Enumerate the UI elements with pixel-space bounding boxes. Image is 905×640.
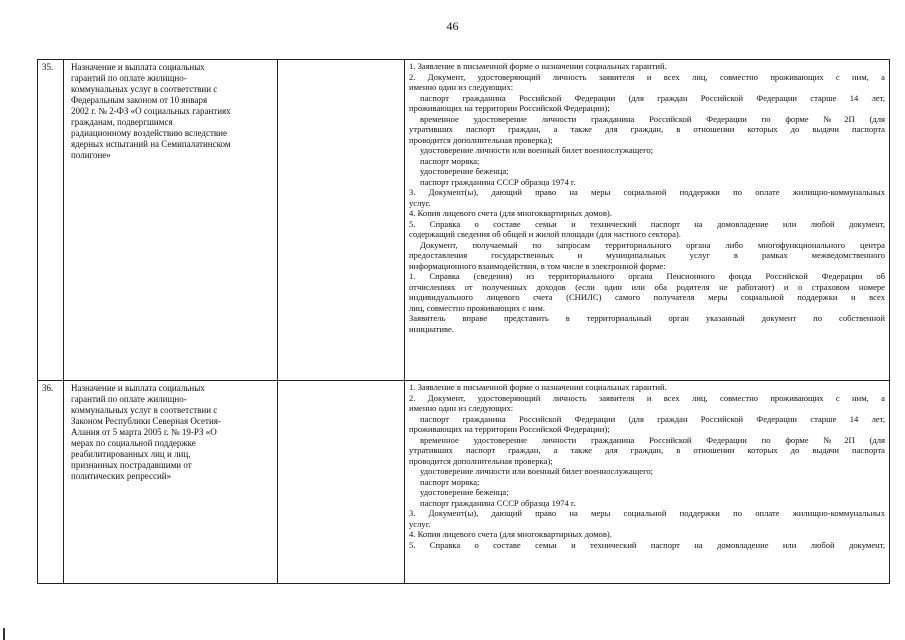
document-line: проживающих на территории Российской Федерации); xyxy=(409,103,610,113)
service-name-line: политических репрессий» xyxy=(71,471,172,481)
service-name-line: реабилитированных лиц и лиц, xyxy=(71,449,191,459)
service-name-line: гарантий по оплате жилищно- xyxy=(71,394,187,404)
document-line: паспорт моряка; xyxy=(420,155,480,166)
blank-cell xyxy=(278,60,405,381)
document-line: 1. Заявление в письменной форме о назначении социальных гарантий. xyxy=(409,382,667,392)
document-line: инициативе. xyxy=(409,323,454,334)
document-line: Документ, получаемый по запросам территориального органа либо многофункционального центра xyxy=(420,239,885,250)
document-line: 3. Документ(ы), дающий право на меры социальной поддержки по оплате жилищно-коммунальных xyxy=(409,187,885,197)
service-name-line: Назначение и выплата социальных xyxy=(71,383,205,393)
document-line: паспорт гражданина Российской Федерации (для граждан Российской Федерации старше 14 лет, xyxy=(420,92,885,103)
row-number: 35. xyxy=(38,60,64,381)
document-line: проживающих на территории Российской Федерации); xyxy=(409,424,610,434)
service-name-line: Алания от 5 марта 2005 г. № 19-РЗ «О xyxy=(71,427,217,437)
document-line: отчислениях от полученных доходов (если один или оба родителя не работают) и о страховом номере xyxy=(409,281,885,292)
document-line: 5. Справка о составе семьи и технический паспорт на домовладение или любой документ, xyxy=(409,218,885,229)
service-name-line: Законом Республики Северная Осетия- xyxy=(71,416,221,426)
required-documents xyxy=(405,60,890,381)
document-line: удостоверение личности или военный билет военнослужащего; xyxy=(420,145,654,155)
document-line: 3. Документ(ы), дающий право на меры социальной поддержки по оплате жилищно-коммунальных xyxy=(409,508,885,518)
service-name-line: мерах по социальной поддержке xyxy=(71,438,196,448)
service-name-line: ядерных испытаний на Семипалатинском xyxy=(71,139,231,149)
document-line: проводится дополнительная проверка); xyxy=(409,134,553,145)
service-name-line: Назначение и выплата социальных xyxy=(71,62,205,72)
service-name-line: признанных пострадавшими от xyxy=(71,460,192,470)
row-number: 36. xyxy=(38,381,64,584)
document-line: услуг. xyxy=(409,518,431,529)
service-name-line: 2002 г. № 2-ФЗ «О социальных гарантиях xyxy=(71,106,231,116)
document-line: 5. Справка о составе семьи и технический паспорт на домовладение или любой документ, xyxy=(409,539,885,550)
document-line: информационного взаимодействия, в том числе в электронной форме: xyxy=(409,260,666,271)
document-line: именно один из следующих: xyxy=(409,82,514,92)
services-table xyxy=(37,59,890,584)
document-line: индивидуального лицевого счета (СНИЛС) самого получателя меры социальной поддержки и всех xyxy=(409,292,885,302)
service-name-line: радиационному воздействию вследствие xyxy=(71,128,227,138)
document-line: паспорт гражданина СССР образца 1974 г. xyxy=(420,176,576,187)
document-line: утративших паспорт граждан, а также для граждан, в отношении которых до выдачи паспорта xyxy=(409,124,885,134)
document-line: услуг. xyxy=(409,197,431,208)
table-row xyxy=(38,60,890,381)
service-name-line: гарантий по оплате жилищно- xyxy=(71,73,187,83)
required-documents xyxy=(405,381,890,584)
blank-cell xyxy=(278,381,405,584)
document-line: временное удостоверение личности гражданина Российской Федерации по форме №2П (для xyxy=(420,113,885,124)
scan-edge-mark xyxy=(3,628,5,640)
document-line: удостоверение личности или военный билет военнослужащего; xyxy=(420,466,654,476)
service-name xyxy=(64,60,278,381)
table-row xyxy=(38,381,890,584)
service-name-line: полигоне» xyxy=(71,150,111,160)
document-line: удостоверение беженца; xyxy=(420,487,509,497)
document-line: паспорт гражданина Российской Федерации (для граждан Российской Федерации старше 14 лет, xyxy=(420,413,885,424)
service-name-line: коммунальных услуг в соответствии с xyxy=(71,405,218,415)
service-name-line: гражданам, подвергшимся xyxy=(71,117,173,127)
document-line: утративших паспорт граждан, а также для граждан, в отношении которых до выдачи паспорта xyxy=(409,445,885,455)
document-line: 1. Справка (сведения) из территориального органа Пенсионного фонда Российской Федерации об xyxy=(409,271,885,281)
document-line: именно один из следующих: xyxy=(409,403,514,413)
service-name-line: Федеральным законом от 10 января xyxy=(71,95,208,105)
document-line: паспорт гражданина СССР образца 1974 г. xyxy=(420,497,576,508)
document-line: 4. Копия лицевого счета (для многоквартирных домов). xyxy=(409,529,612,539)
document-line: Заявитель вправе представить в территориальный орган указанный документ по собственной xyxy=(409,313,885,323)
service-name xyxy=(64,381,278,584)
document-line: паспорт моряка; xyxy=(420,476,480,487)
document-line: удостоверение беженца; xyxy=(420,166,509,176)
document-line: 1. Заявление в письменной форме о назначении социальных гарантий. xyxy=(409,61,667,71)
document-line: проводится дополнительная проверка); xyxy=(409,455,553,466)
document-line: содержащий сведения об общей и жилой площади (для частного сектора). xyxy=(409,229,681,239)
document-line: 2. Документ, удостоверяющий личность заявителя и всех лиц, совместно проживающих с ним, а xyxy=(409,71,885,82)
document-line: предоставления государственных и муниципальных услуг в рамках межведомственного xyxy=(409,250,885,260)
document-line: временное удостоверение личности гражданина Российской Федерации по форме №2П (для xyxy=(420,434,885,445)
document-line: 4. Копия лицевого счета (для многоквартирных домов). xyxy=(409,208,612,218)
service-name-line: коммунальных услуг в соответствии с xyxy=(71,84,218,94)
page-number: 46 xyxy=(446,19,459,33)
document-line: лиц, совместно проживающих с ним. xyxy=(409,302,545,313)
document-line: 2. Документ, удостоверяющий личность заявителя и всех лиц, совместно проживающих с ним, а xyxy=(409,392,885,403)
